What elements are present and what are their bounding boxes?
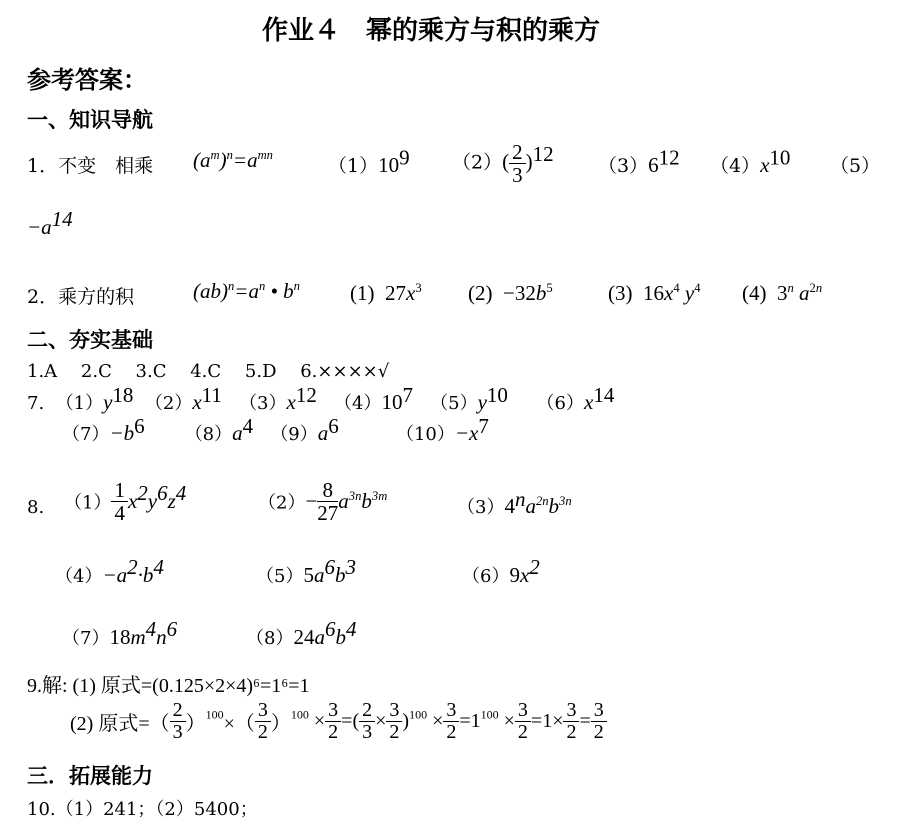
q8-prefix: 8. <box>27 497 45 518</box>
q8-item-3: $(3)4^na^{2n}b^{3n}$ <box>457 487 572 518</box>
q8-item-8: $(8)24a^6b^4$ <box>246 617 357 649</box>
q1-6-answers: 1.A 2.C 3.C 4.C 5.D 6.××××√ <box>27 361 390 382</box>
q8-item-1: （1） $\frac{1}{4}$ $x^2y^6z^4$ <box>64 478 187 526</box>
q9-line-2: (2) 原式=（ $\frac{2}{3}$ ）$^{100}$×（ $\frac{3}{2}$ ）$^{100}$ × $\frac{3}{2}$ =( $\frac{2}{3}$ × $\frac{3}{2}$ )$^{100}$ × $\frac{3}{2}$ $=1^{100}$ × $\frac{3}{2}$ =1× $\frac{3}{2}$ = $\frac{3}{2}$ <box>70 700 607 743</box>
q1-item-3: $(3)6^{12}$ <box>598 145 680 177</box>
section-heading-2: 二、夯实基础 <box>27 327 153 352</box>
q8-item-2: （2）− $\frac{8}{27}$ $a^{3n}b^{3m}$ <box>258 478 388 526</box>
q1-fraction: $\frac{2}{3}$ <box>509 141 526 186</box>
q10-answers: 10.（1）241；（2）5400； <box>27 799 258 820</box>
q7-row-2: $(7)-b^6$ $(8)a^4$ $(9)a^6$ $(10)-x^7$ <box>62 414 489 445</box>
q2-item-4: (4) 3$^n$ $a^{2n}$ <box>742 281 823 305</box>
q8-item-7: $(7)18m^4n^6$ <box>62 617 178 649</box>
q1-item-2: （2）( $\frac{2}{3}$ )$^{12}$ <box>452 140 554 188</box>
q1-item-5: （5） <box>830 155 881 177</box>
q1-item-1: $(1)10^9$ <box>328 145 410 177</box>
q1-formula: $(a^m)^n=a^{mn}$ <box>193 148 273 172</box>
q1-item-4: $(4)x^{10}$ <box>710 145 791 177</box>
q2-item-2: $(2) -32b^5$ <box>468 281 553 305</box>
q9-line-1: 9.解: (1) 原式=(0.125×2×4)⁶=1⁶=1 <box>27 675 310 697</box>
answer-heading: 参考答案： <box>27 65 147 94</box>
q1-item-5-answer: $-a^{14}$ <box>27 207 73 239</box>
section-heading-1: 一、知识导航 <box>27 107 153 132</box>
q7-row-1: 7. $(1)y^{18}$ $(2)x^{11}$ $(3)x^{12}$ $(4)10^7$ $(5)y^{10}$ $(6)x^{14}$ <box>27 383 615 414</box>
q8-item-4: $(4)-a^2\cdot b^4$ <box>55 555 164 587</box>
q2-item-3: (3) $16x^4$ $y^4$ <box>608 281 701 305</box>
q2-prefix: 2．乘方的积 <box>27 286 135 308</box>
q2-formula: $(ab)^n=a^n$ • $b^n$ <box>193 279 300 303</box>
q1-prefix: 1．不变 相乘 <box>27 155 154 177</box>
page-title: 作业４ 幂的乘方与积的乘方 <box>262 16 601 46</box>
q8-item-5: $(5)5a^6b^3$ <box>256 555 356 587</box>
q8-item-6: $(6)9x^2$ <box>462 555 540 587</box>
q2-item-1: (1) $27x^3$ <box>350 281 422 305</box>
section-heading-3: 三．拓展能力 <box>27 763 153 788</box>
